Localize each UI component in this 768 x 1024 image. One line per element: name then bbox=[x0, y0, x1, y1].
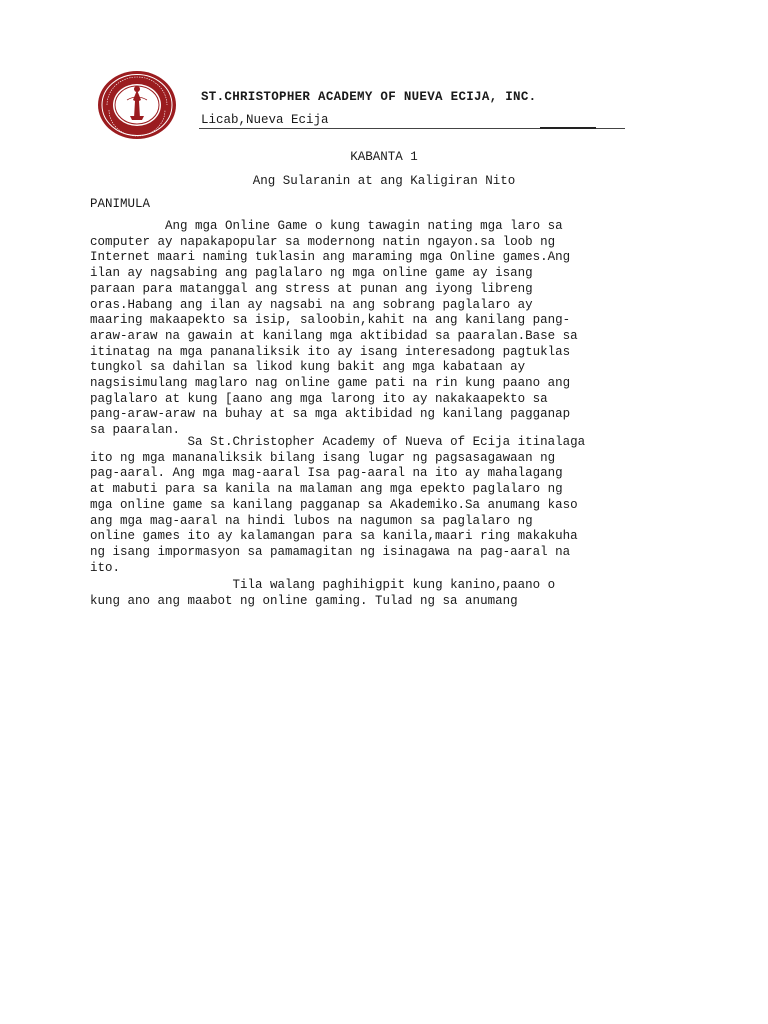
body-paragraph: Ang mga Online Game o kung tawagin nating mga laro sa computer ay napakapopular sa modernong natin ngayon.sa loob ng Internet maari naming tuklasin ang maraming mga Online games.Ang ilan ay nagsabing ang paglalaro ng mga online game ay isang paraan para matanggal ang stress at punan ang iyong libreng oras.Habang ang ilan ay nagsabi na ang sobrang paglalaro ay maaring makaapekto sa isip, saloobin,kahit na ang kanilang pang- araw-araw na gawain at kanilang mga aktibidad sa paaralan.Base sa itinatag na mga pananaliksik ito ay isang interesadong pagtuklas tungkol sa dahilan sa likod kung bakit ang mga kabataan ay nagsisimulang maglaro nag online game pati na rin kung paano ang paglalaro at kung [aano ang mga larong ito ay nakakaapekto sa pang-araw-araw na buhay at sa mga aktibidad ng kanilang pagganap sa paaralan. bbox=[90, 219, 578, 438]
school-seal-logo bbox=[97, 70, 177, 140]
section-heading: PANIMULA bbox=[90, 197, 151, 211]
school-address: Licab,Nueva Ecija bbox=[201, 113, 329, 127]
body-paragraph: Tila walang paghihigpit kung kanino,paano o kung ano ang maabot ng online gaming. Tulad ng sa anumang bbox=[90, 578, 556, 608]
header-underline-accent bbox=[540, 127, 596, 129]
school-name: ST.CHRISTOPHER ACADEMY OF NUEVA ECIJA, INC. bbox=[201, 90, 537, 104]
body-paragraph: Sa St.Christopher Academy of Nueva of Ecija itinalaga ito ng mga mananaliksik bilang isang lugar ng pagsasagawaan ng pag-aaral. Ang mga mag-aaral Isa pag-aaral na ito ay mahalagang at mabuti para sa kanila na malaman ang mga epekto paglalaro ng mga online game sa kanilang pagganap sa Akademiko.Sa anumang kaso ang mga mag-aaral na hindi lubos na nagumon sa paglalaro ng online games ito ay kalamangan para sa kanila,maari ring makakuha ng isang impormasyon sa pamamagitan ng isinagawa na pag-aaral na ito. bbox=[90, 435, 586, 575]
chapter-title-text: KABANTA 1 bbox=[350, 150, 418, 164]
chapter-subtitle: Ang Sularanin at ang Kaligiran Nito bbox=[252, 174, 516, 188]
chapter-title bbox=[0, 150, 768, 164]
header-underline bbox=[199, 128, 359, 129]
